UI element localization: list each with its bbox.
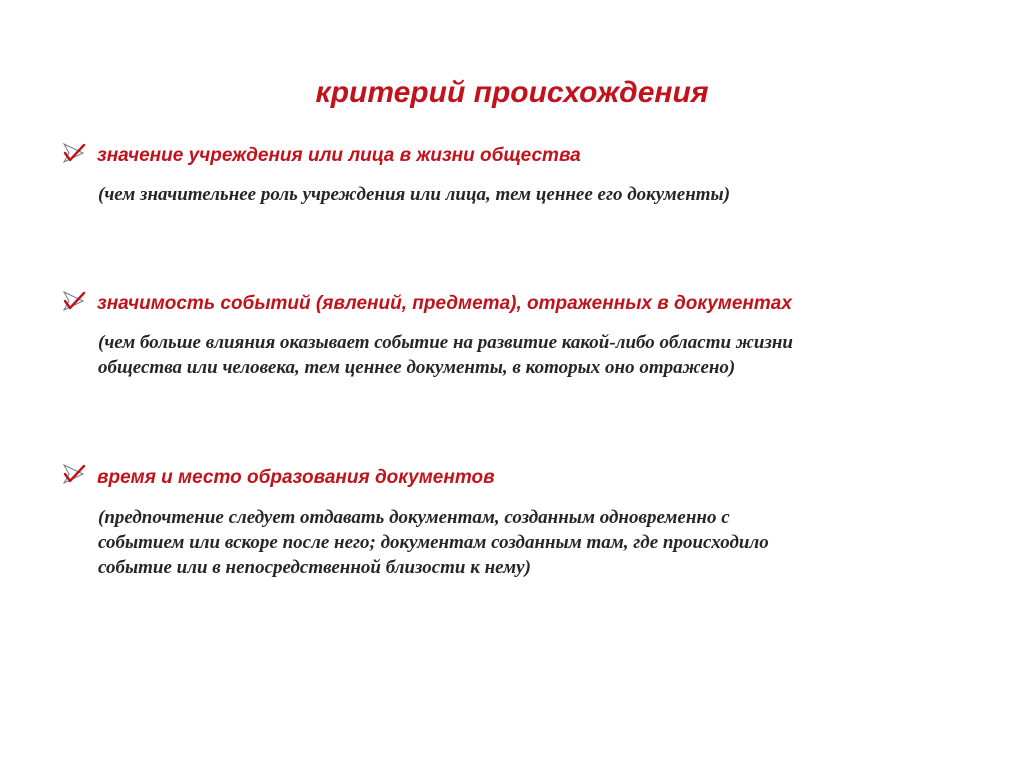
arrow-check-bullet-icon	[62, 142, 86, 164]
description-line: (чем больше влияния оказывает событие на развитие какой-либо области жизни	[98, 332, 793, 353]
criterion-description-2	[98, 330, 793, 380]
description-line: событием или вскоре после него; документам созданным там, где происходило	[98, 532, 769, 553]
criterion-description-3	[98, 505, 769, 580]
description-line: общества или человека, тем ценнее документы, в которых оно отражено)	[98, 357, 736, 378]
criterion-heading-3: время и место образования документов	[97, 467, 495, 488]
arrow-check-bullet-icon	[62, 463, 86, 485]
slide-title: критерий происхождения	[315, 76, 709, 109]
arrow-check-bullet-icon	[62, 290, 86, 312]
criterion-heading-2: значимость событий (явлений, предмета), отраженных в документах	[97, 293, 792, 314]
criterion-heading-1: значение учреждения или лица в жизни общества	[97, 145, 581, 166]
description-line: (предпочтение следует отдавать документам, созданным одновременно с	[98, 507, 730, 528]
description-line: событие или в непосредственной близости к нему)	[98, 557, 531, 578]
description-line: (чем значительнее роль учреждения или лица, тем ценнее его документы)	[98, 184, 731, 205]
criterion-description-1	[98, 182, 730, 207]
